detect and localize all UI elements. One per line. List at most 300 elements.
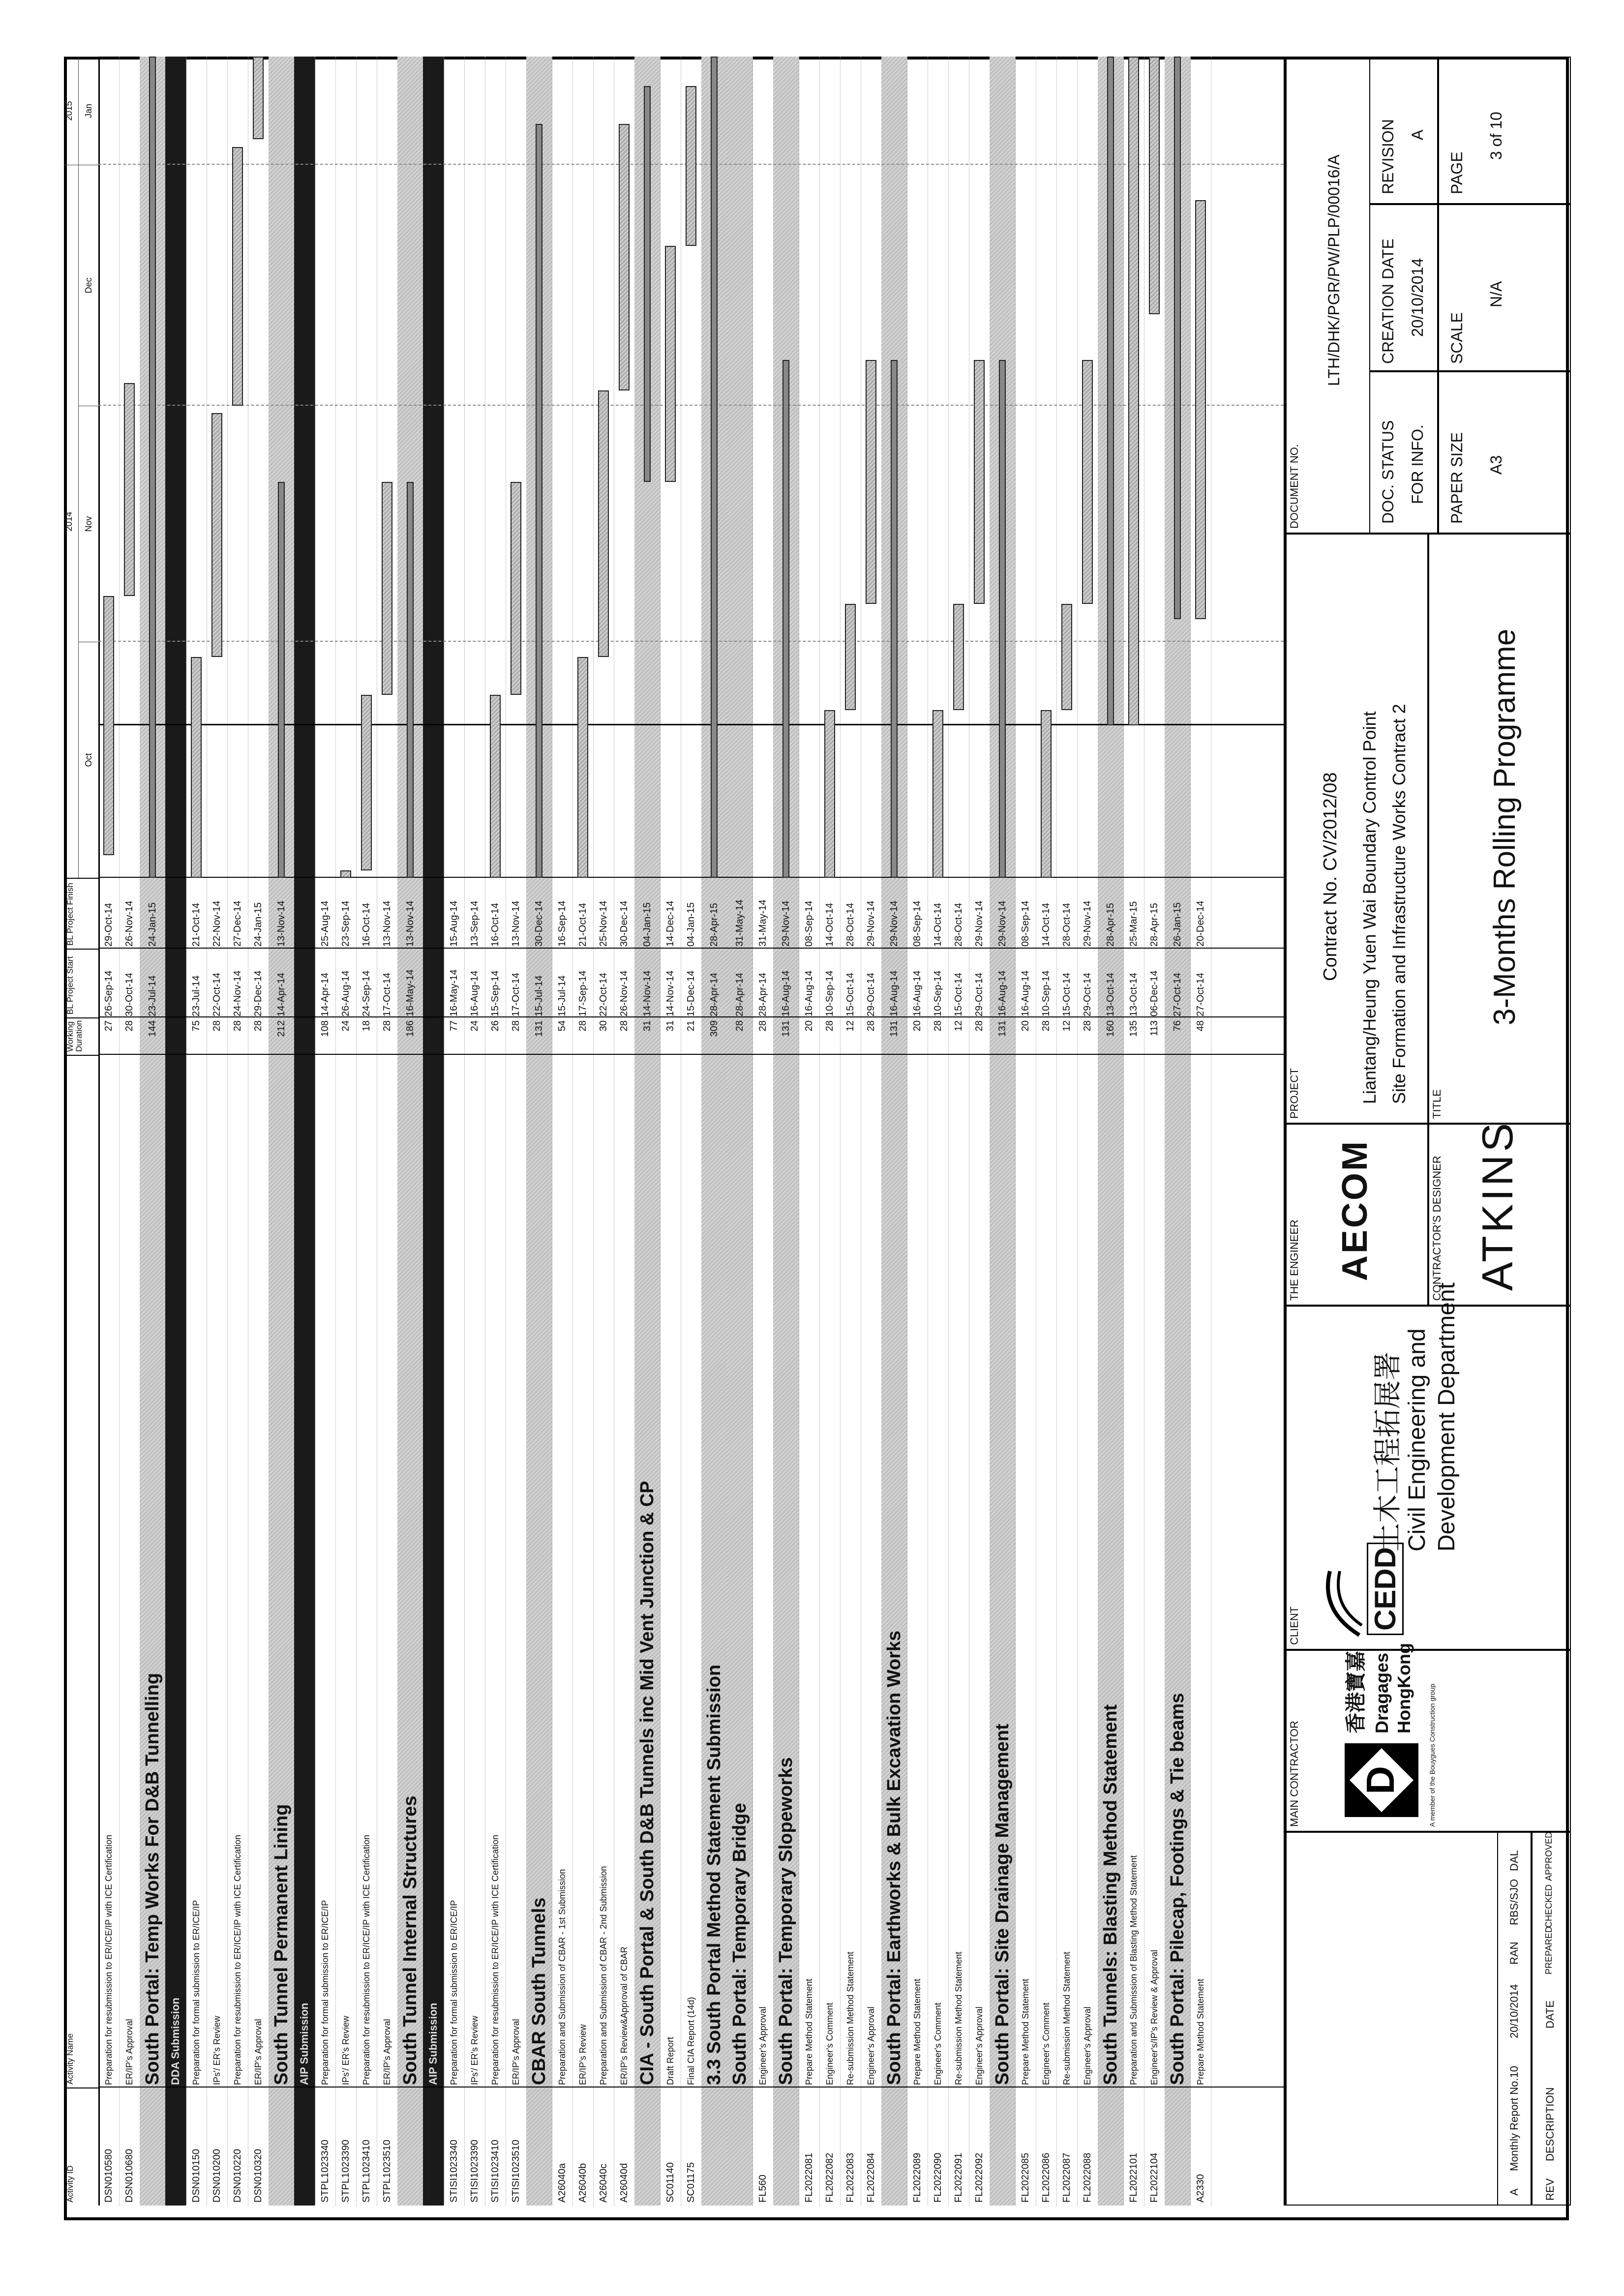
duration: 113 — [1149, 1020, 1160, 1036]
duration: 28 — [824, 1020, 835, 1032]
duration: 28 — [124, 1020, 135, 1032]
duration: 31 — [665, 1020, 676, 1032]
header-duration: Working Duration — [64, 1017, 98, 1055]
activity-name: ER/IP's Approval — [124, 2019, 134, 2085]
activity-id: FL2022082 — [824, 2152, 835, 2203]
activity-name: Prepare Method Statement — [1196, 1978, 1205, 2085]
duration: 30 — [598, 1020, 609, 1032]
finish-date: 13-Nov-14 — [382, 900, 392, 947]
finish-date: 29-Nov-14 — [866, 900, 876, 947]
title-label: TITLE — [1431, 1089, 1443, 1119]
programme-title: 3-Months Rolling Programme — [1488, 628, 1522, 1025]
start-date: 14-Apr-14 — [276, 973, 287, 1016]
activity-bar — [953, 604, 964, 711]
start-date: 15-Oct-14 — [953, 973, 964, 1016]
activity-id: STPL1023410 — [361, 2140, 372, 2203]
activity-id: FL2022092 — [974, 2152, 985, 2203]
activity-id: FL560 — [757, 2175, 768, 2203]
data-date-line — [98, 724, 1284, 725]
summary-bar — [536, 124, 542, 878]
summary-bar — [1174, 57, 1181, 619]
duration: 75 — [191, 1020, 202, 1032]
activity-name: AIP Submission — [298, 2002, 310, 2085]
start-date: 22-Oct-14 — [211, 973, 222, 1016]
month-jan: Jan — [79, 57, 98, 165]
activity-name: Engineer's Comment — [933, 2002, 943, 2085]
duration: 12 — [1061, 1020, 1072, 1032]
finish-date: 13-Nov-14 — [511, 900, 521, 947]
start-date: 17-Oct-14 — [382, 973, 392, 1016]
rev-header: REV — [1544, 2178, 1556, 2201]
start-date: 15-Dec-14 — [686, 970, 696, 1016]
contract-number: Contract No. CV/2012/08 — [1320, 772, 1341, 981]
activity-bar — [932, 710, 943, 878]
duration: 48 — [1195, 1020, 1206, 1032]
start-date: 17-Oct-14 — [511, 973, 521, 1016]
prepared-value: RAN — [1508, 1941, 1520, 1965]
start-date: 17-Sep-14 — [577, 970, 588, 1016]
activity-name: Preparation for resubmission to ER/ICE/IP with ICE Certification — [104, 1835, 114, 2085]
start-date: 29-Oct-14 — [1082, 973, 1093, 1016]
client-name-2: Development Department — [1434, 1282, 1460, 1551]
activity-name: Prepare Method Statement — [1021, 1978, 1030, 2085]
date-value: 20/10/2014 — [1508, 1984, 1520, 2038]
month-dec: Dec — [79, 165, 98, 406]
finish-date: 14-Oct-14 — [1041, 903, 1052, 947]
activity-id: DSN010220 — [232, 2149, 243, 2203]
duration: 135 — [1128, 1020, 1139, 1037]
start-date: 28-Apr-14 — [709, 973, 720, 1016]
month-nov: Nov — [79, 406, 98, 642]
start-date: 30-Oct-14 — [124, 973, 135, 1016]
activity-name: Final CIA Report (14d) — [686, 1997, 696, 2085]
activity-id: SC01175 — [686, 2162, 696, 2203]
gantt-chart — [64, 57, 1284, 878]
document-no-label: DOCUMENT NO. — [1288, 444, 1300, 529]
duration: 12 — [845, 1020, 856, 1032]
activity-name: IPs'/ ER's Review — [341, 2016, 351, 2085]
start-date: 15-Jul-14 — [534, 975, 544, 1016]
duration: 28 — [932, 1020, 943, 1032]
finish-date: 28-Oct-14 — [1061, 903, 1072, 947]
activity-bar — [866, 360, 876, 603]
contractor-subtitle: A member of the Bouygues Construction group — [1428, 1683, 1436, 1827]
duration: 20 — [804, 1020, 814, 1032]
duration: 28 — [974, 1020, 985, 1032]
header-activity-id: Activity ID — [64, 2087, 98, 2206]
start-date: 26-Sep-14 — [103, 970, 114, 1016]
summary-bar — [278, 482, 285, 878]
activity-bar — [490, 695, 501, 878]
gridline-dec — [98, 405, 1284, 406]
duration: 28 — [619, 1020, 630, 1032]
activity-bar — [1041, 710, 1052, 878]
prepared-header: PREPARED — [1544, 1926, 1554, 1974]
start-date: 16-Aug-14 — [889, 970, 900, 1016]
title-block — [1284, 57, 1571, 2206]
activity-name: CIA - South Portal & South D&B Tunnels inc Mid Vent Junction & CP — [637, 1481, 658, 2085]
duration: 26 — [490, 1020, 501, 1032]
activity-bar — [124, 383, 135, 596]
activity-bar — [1149, 57, 1160, 314]
activity-bar — [511, 482, 521, 695]
finish-date: 08-Sep-14 — [1020, 900, 1031, 947]
activity-name: Draft Report — [665, 2036, 675, 2085]
doc-status-label: DOC. STATUS — [1379, 420, 1397, 524]
creation-date-label: CREATION DATE — [1379, 239, 1397, 364]
rev-value: A — [1508, 2188, 1520, 2196]
activity-id: STPL1023510 — [382, 2140, 392, 2203]
start-date: 29-Oct-14 — [974, 973, 985, 1016]
checked-header: CHECKED — [1544, 1884, 1554, 1928]
activity-bar — [191, 657, 202, 878]
activity-name: Engineer's Comment — [1041, 2002, 1051, 2085]
gridline-nov — [98, 641, 1284, 642]
client-chinese: 土木工程拓展署 — [1372, 1351, 1404, 1551]
finish-date: 14-Oct-14 — [932, 903, 943, 947]
activity-id: FL2022101 — [1128, 2152, 1139, 2203]
duration: 28 — [1082, 1020, 1093, 1032]
activity-id: DSN010680 — [124, 2149, 135, 2203]
finish-date: 16-Oct-14 — [490, 903, 501, 947]
designer-label: CONTRACTOR'S DESIGNER — [1431, 1156, 1443, 1301]
finish-date: 30-Dec-14 — [534, 900, 544, 947]
project-line-2: Site Formation and Infrastructure Works Contract 2 — [1389, 704, 1409, 1104]
finish-date: 28-Apr-15 — [709, 903, 720, 947]
finish-date: 13-Nov-14 — [276, 900, 287, 947]
start-date: 26-Nov-14 — [619, 970, 630, 1016]
duration: 28 — [866, 1020, 876, 1032]
duration: 131 — [534, 1020, 544, 1037]
finish-date: 26-Nov-14 — [124, 900, 135, 947]
designer-name: ATKINS — [1473, 1120, 1522, 1291]
duration: 24 — [469, 1020, 480, 1032]
duration: 28 — [757, 1020, 768, 1032]
activity-name: ER/IP's Approval — [382, 2019, 392, 2085]
name-divider — [98, 1054, 1284, 1055]
finish-date: 28-Oct-14 — [953, 903, 964, 947]
header-activity-name: Activity Name — [64, 1055, 98, 2087]
project-label: PROJECT — [1288, 1068, 1300, 1119]
activity-name: Preparation for formal submission to ER/ICE/IP — [449, 1900, 459, 2085]
activity-bar — [253, 57, 264, 139]
activity-bar — [1082, 360, 1093, 603]
activity-id: FL2022084 — [866, 2152, 876, 2203]
activity-id: STISI1023340 — [449, 2140, 459, 2203]
finish-date: 28-Apr-15 — [1149, 903, 1160, 947]
finish-date: 31-May-14 — [734, 899, 745, 947]
duration: 31 — [642, 1020, 653, 1032]
start-date: 26-Aug-14 — [340, 970, 351, 1016]
contractor-chinese: 香港寶嘉 — [1344, 1650, 1367, 1733]
finish-date: 21-Oct-14 — [577, 903, 588, 947]
activity-name: South Portal: Temporary Bridge — [729, 1803, 750, 2085]
activity-name: Engineer's Approval — [866, 2006, 876, 2085]
finish-date: 04-Jan-15 — [686, 902, 696, 947]
activity-id: A26040c — [598, 2164, 609, 2203]
duration: 309 — [709, 1020, 720, 1037]
activity-bar — [211, 414, 222, 657]
document-number: LTH/DHK/PGR/PW/PLP/00016/A — [1325, 154, 1343, 386]
start-date: 16-Aug-14 — [997, 970, 1008, 1016]
finish-date: 25-Mar-15 — [1128, 901, 1139, 947]
activity-id: STPL1023340 — [320, 2140, 331, 2203]
start-date: 29-Dec-14 — [253, 970, 264, 1016]
activity-bar — [824, 710, 835, 878]
finish-date: 29-Nov-14 — [781, 900, 791, 947]
duration: 20 — [912, 1020, 923, 1032]
finish-date: 29-Oct-14 — [103, 903, 114, 947]
activity-id: FL2022088 — [1082, 2152, 1093, 2203]
activity-name: ER/IP's Review&Approval of CBAR — [619, 1946, 629, 2085]
start-date: 27-Oct-14 — [1195, 973, 1206, 1016]
start-date: 15-Sep-14 — [490, 970, 501, 1016]
activity-id: DSN010200 — [211, 2149, 222, 2203]
finish-date: 29-Nov-14 — [1082, 900, 1093, 947]
activity-id: FL2022091 — [953, 2152, 964, 2203]
duration: 131 — [997, 1020, 1008, 1037]
summary-bar — [891, 360, 898, 878]
project-line-1: Liantang/Heung Yuen Wai Boundary Control Point — [1359, 711, 1380, 1104]
start-date: 16-Aug-14 — [912, 970, 923, 1016]
duration-divider — [98, 1016, 1284, 1017]
description-header: DESCRIPTION — [1544, 2087, 1556, 2161]
finish-date: 27-Dec-14 — [232, 900, 243, 947]
doc-status-value: FOR INFO. — [1409, 424, 1426, 504]
start-date: 16-May-14 — [449, 969, 459, 1016]
finish-date: 30-Dec-14 — [619, 900, 630, 947]
activity-bar — [103, 596, 114, 855]
activity-name: Preparation for resubmission to ER/ICE/IP with ICE Certification — [233, 1835, 242, 2085]
start-date: 16-Aug-14 — [804, 970, 814, 1016]
activity-name: South Tunnel Internal Structures — [400, 1795, 421, 2085]
activity-name: Re-submission Method Statement — [845, 1951, 855, 2085]
page-value: 3 of 10 — [1487, 112, 1505, 160]
start-date: 15-Oct-14 — [845, 973, 856, 1016]
activity-name: ER/IP's Review — [578, 2024, 588, 2085]
start-date: 23-Jul-14 — [147, 975, 158, 1016]
duration: 28 — [382, 1020, 392, 1032]
paper-size-value: A3 — [1487, 455, 1505, 475]
activity-id: A2330 — [1195, 2174, 1206, 2203]
activity-name: Preparation for resubmission to ER/ICE/IP with ICE Certification — [490, 1835, 500, 2085]
finish-date: 13-Nov-14 — [405, 900, 416, 947]
month-oct: Oct — [79, 642, 98, 878]
finish-date: 15-Aug-14 — [449, 900, 459, 947]
start-date: 22-Oct-14 — [598, 973, 609, 1016]
scale-value: N/A — [1487, 281, 1505, 307]
activity-name: IPs'/ ER's Review — [212, 2016, 222, 2085]
activity-name: South Portal: Earthworks & Bulk Excavation Works — [884, 1630, 904, 2085]
activity-id: STISI1023410 — [490, 2140, 501, 2203]
activity-name: DDA Submission — [169, 1998, 181, 2085]
activity-bar — [619, 124, 630, 390]
activity-bar — [1128, 57, 1139, 725]
checked-value: RBS/SJO — [1508, 1879, 1520, 1925]
activity-name: South Portal: Site Drainage Management — [992, 1724, 1013, 2085]
activity-id: DSN010150 — [191, 2149, 202, 2203]
finish-date: 21-Oct-14 — [191, 903, 202, 947]
duration: 24 — [340, 1020, 351, 1032]
activity-id: SC01140 — [665, 2162, 676, 2203]
activity-name: South Portal: Pilecap, Footings & Tie beams — [1167, 1693, 1188, 2085]
summary-bar — [644, 86, 651, 482]
activity-name: Prepare Method Statement — [912, 1978, 922, 2085]
contractor-name-1: Dragages — [1372, 1652, 1392, 1733]
finish-date: 29-Nov-14 — [974, 900, 985, 947]
duration: 27 — [103, 1020, 114, 1032]
activity-bar — [598, 390, 609, 657]
finish-date: 29-Nov-14 — [889, 900, 900, 947]
start-date: 06-Dec-14 — [1149, 970, 1160, 1016]
start-divider — [98, 948, 1284, 949]
duration: 212 — [276, 1020, 287, 1037]
start-date: 15-Oct-14 — [1061, 973, 1072, 1016]
finish-date: 08-Sep-14 — [912, 900, 923, 947]
duration: 144 — [147, 1020, 158, 1037]
duration: 77 — [449, 1020, 459, 1032]
activity-bar — [577, 657, 588, 878]
summary-bar — [782, 360, 789, 878]
finish-date: 08-Sep-14 — [804, 900, 814, 947]
duration: 108 — [320, 1020, 331, 1037]
finish-date: 14-Oct-14 — [824, 903, 835, 947]
duration: 160 — [1105, 1020, 1116, 1037]
activity-name: 3.3 South Portal Method Statement Submission — [704, 1664, 724, 2085]
approved-header: APPROVED — [1544, 1831, 1554, 1881]
approved-value: DAL — [1508, 1850, 1520, 1871]
paper-size-label: PAPER SIZE — [1448, 432, 1466, 524]
activity-name: Prepare Method Statement — [804, 1978, 814, 2085]
duration: 28 — [577, 1020, 588, 1032]
activity-bar — [361, 695, 372, 870]
start-date: 16-May-14 — [405, 969, 416, 1016]
start-date: 24-Sep-14 — [361, 970, 372, 1016]
activity-bar — [686, 86, 696, 246]
start-date: 14-Nov-14 — [665, 970, 676, 1016]
year-2015: 2015 — [64, 57, 79, 165]
finish-date: 26-Jan-15 — [1172, 902, 1183, 947]
svg-text:D: D — [1358, 1766, 1402, 1794]
start-date: 16-Aug-14 — [469, 970, 480, 1016]
engineer-name: AECOM — [1335, 1139, 1375, 1281]
activity-name: Re-submission Method Statement — [954, 1951, 963, 2085]
finish-date: 28-Oct-14 — [845, 903, 856, 947]
description-value: Monthly Report No.10 — [1508, 2066, 1520, 2171]
start-date: 13-Oct-14 — [1105, 973, 1116, 1016]
activity-name: ER/IP's Approval — [511, 2019, 521, 2085]
start-date: 10-Sep-14 — [932, 970, 943, 1016]
duration: 18 — [361, 1020, 372, 1032]
activity-id: A26040b — [577, 2163, 588, 2203]
activity-name: Preparation for resubmission to ER/ICE/IP with ICE Certification — [361, 1835, 371, 2085]
start-date: 13-Oct-14 — [1128, 973, 1139, 1016]
finish-date: 13-Sep-14 — [469, 900, 480, 947]
activity-bar — [974, 360, 985, 603]
activity-name: South Tunnel Permanent Lining — [271, 1804, 292, 2085]
activity-id: FL2022087 — [1061, 2152, 1072, 2203]
activity-id: FL2022089 — [912, 2152, 923, 2203]
finish-date: 20-Dec-14 — [1195, 900, 1206, 947]
start-date: 27-Oct-14 — [1172, 973, 1183, 1016]
finish-date: 16-Sep-14 — [557, 900, 568, 947]
finish-date: 16-Oct-14 — [361, 903, 372, 947]
start-date: 23-Jul-14 — [191, 975, 202, 1016]
activity-name: South Portal: Temp Works For D&B Tunnelling — [142, 1672, 163, 2085]
finish-date: 23-Sep-14 — [340, 900, 351, 947]
activity-name: Engineer's Approval — [758, 2006, 768, 2085]
finish-date: 31-May-14 — [757, 899, 768, 947]
duration: 28 — [734, 1020, 745, 1032]
activity-name: Preparation for formal submission to ER/ICE/IP — [191, 1900, 201, 2085]
duration: 12 — [953, 1020, 964, 1032]
finish-date: 24-Jan-15 — [147, 902, 158, 947]
activity-name: Engineer's/IP's Review & Approval — [1149, 1949, 1159, 2085]
client-abbr: CEDD — [1367, 1543, 1404, 1635]
activity-id: FL2022085 — [1020, 2152, 1031, 2203]
duration: 28 — [511, 1020, 521, 1032]
duration: 20 — [1020, 1020, 1031, 1032]
scale-label: SCALE — [1448, 312, 1466, 364]
activity-name: Preparation and Submission of Blasting Method Statement — [1129, 1855, 1139, 2085]
engineer-label: THE ENGINEER — [1288, 1219, 1300, 1301]
contractor-name-2: HongKong — [1394, 1643, 1414, 1733]
activity-id: FL2022104 — [1149, 2152, 1160, 2203]
activity-id: STISI1023510 — [511, 2140, 521, 2203]
activity-name: Engineer's Approval — [974, 2006, 984, 2085]
activity-id: STISI1023390 — [469, 2140, 480, 2203]
activity-name: CBAR South Tunnels — [529, 1897, 549, 2085]
start-date: 16-Aug-14 — [1020, 970, 1031, 1016]
year-2014: 2014 — [64, 165, 79, 878]
client-label: CLIENT — [1288, 1606, 1300, 1645]
start-date: 29-Oct-14 — [866, 973, 876, 1016]
revision-label: REVISION — [1379, 119, 1397, 194]
duration: 28 — [211, 1020, 222, 1032]
activity-name: Preparation and Submission of CBAR - 1st Submission — [557, 1869, 567, 2085]
activity-id: FL2022086 — [1041, 2152, 1052, 2203]
activity-id: STPL1023390 — [340, 2140, 351, 2203]
activity-bar — [1195, 200, 1206, 619]
start-date: 16-Aug-14 — [781, 970, 791, 1016]
header-start: BL Project Start — [64, 949, 98, 1017]
start-date: 10-Sep-14 — [824, 970, 835, 1016]
client-name-1: Civil Engineering and — [1404, 1328, 1430, 1551]
duration: 28 — [232, 1020, 243, 1032]
finish-date: 24-Jan-15 — [253, 902, 264, 947]
start-date: 10-Sep-14 — [1041, 970, 1052, 1016]
start-date: 15-Jul-14 — [557, 975, 568, 1016]
revision-value: A — [1409, 129, 1426, 140]
duration: 28 — [1041, 1020, 1052, 1032]
duration: 76 — [1172, 1020, 1183, 1032]
start-date: 14-Apr-14 — [320, 973, 331, 1016]
finish-date: 04-Jan-15 — [642, 902, 653, 947]
date-header: DATE — [1544, 2000, 1556, 2028]
activity-id: A26040a — [557, 2163, 568, 2203]
activity-id: FL2022090 — [932, 2152, 943, 2203]
activity-bar — [232, 147, 243, 406]
page-label: PAGE — [1448, 151, 1466, 194]
activity-name: Preparation and Submission of CBAR - 2nd Submission — [599, 1866, 608, 2085]
programme-sheet — [64, 57, 1569, 2220]
dragages-logo-icon — [1345, 1743, 1418, 1817]
header-finish: BL Project Finish — [64, 878, 98, 949]
start-date: 14-Nov-14 — [642, 970, 653, 1016]
finish-date: 22-Nov-14 — [211, 900, 222, 947]
activity-id: FL2022083 — [845, 2152, 856, 2203]
duration: 131 — [781, 1020, 791, 1037]
